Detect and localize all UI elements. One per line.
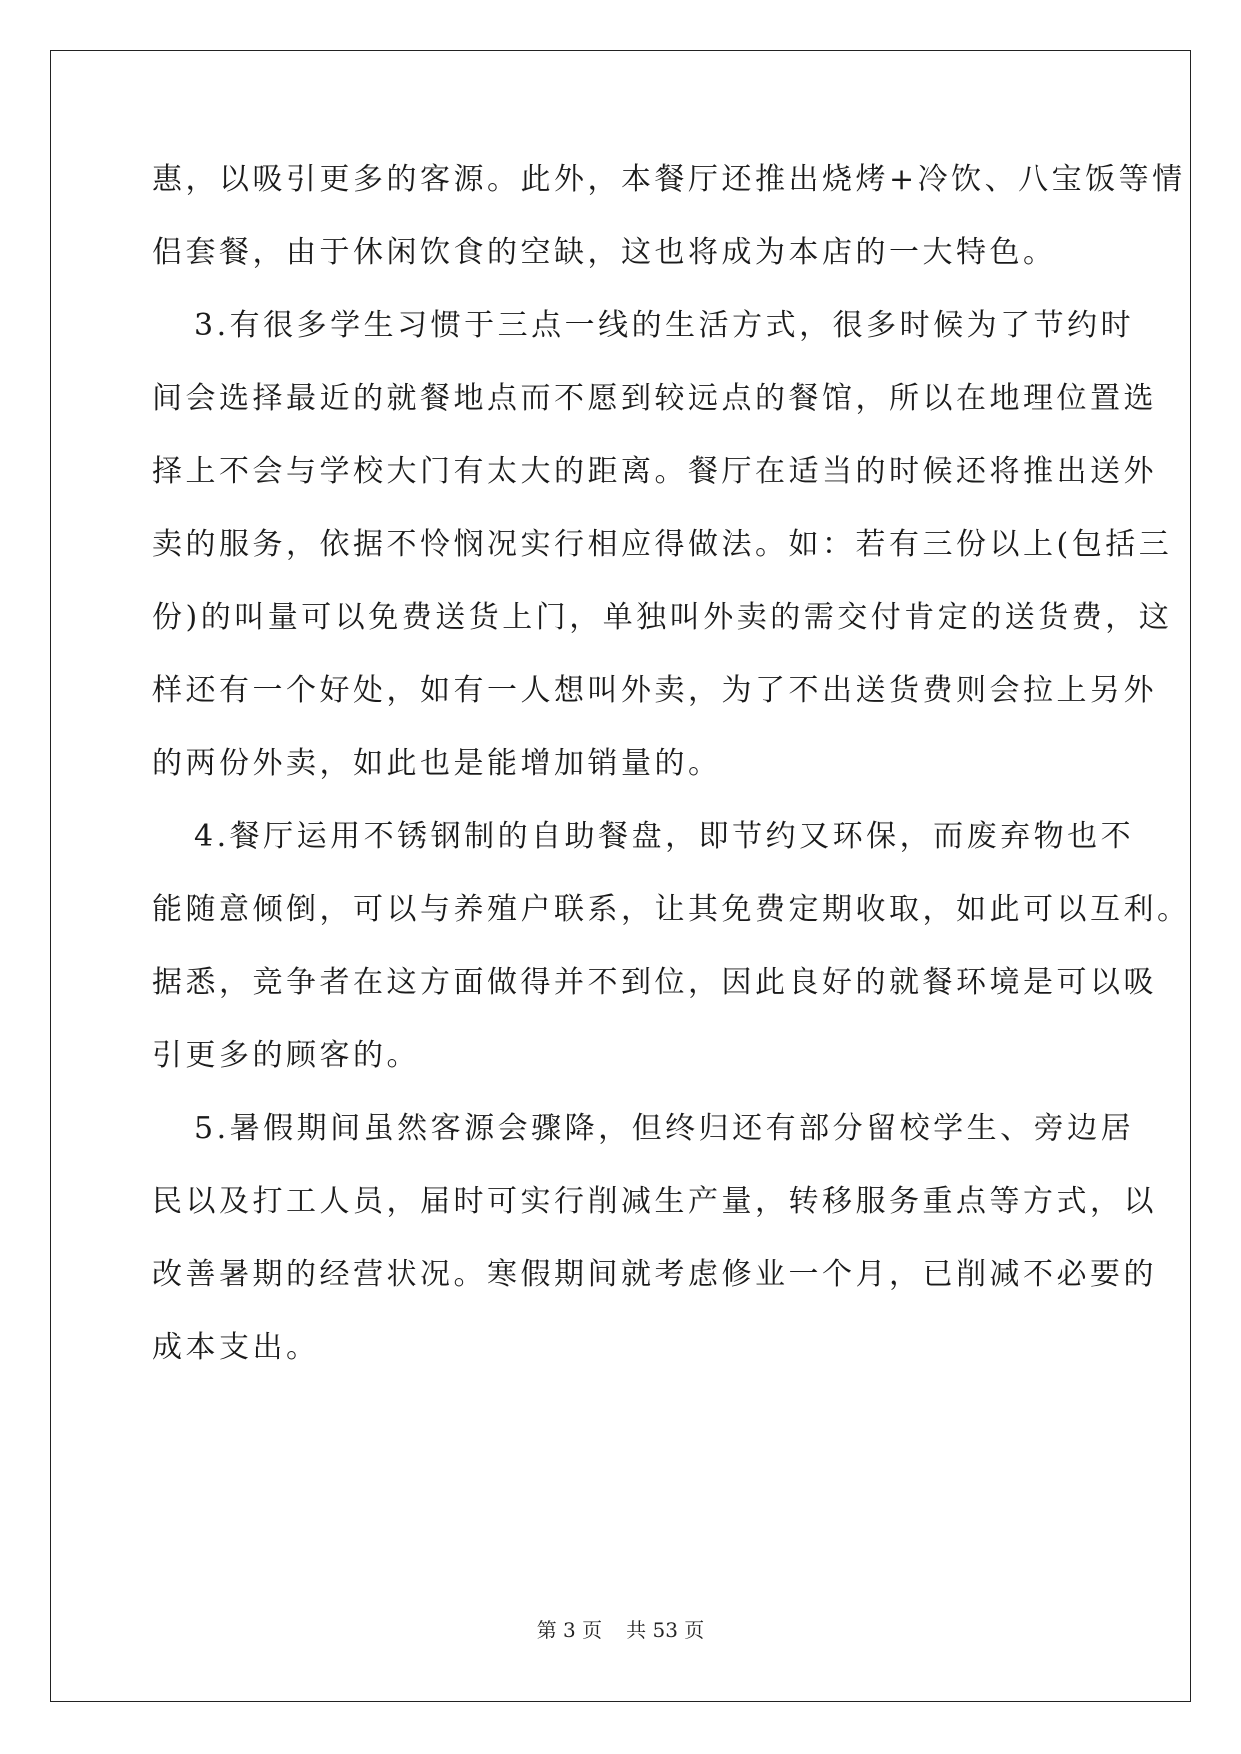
text-line: 样还有一个好处，如有一人想叫外卖，为了不出送货费则会拉上另外	[152, 673, 1157, 708]
text-line: 侣套餐，由于休闲饮食的空缺，这也将成为本店的一大特色。	[152, 235, 1057, 270]
text-line: 择上不会与学校大门有太大的距离。餐厅在适当的时候还将推出送外	[152, 454, 1157, 489]
text-line: 份)的叫量可以免费送货上门，单独叫外卖的需交付肯定的送货费，这	[152, 600, 1173, 635]
page-total: 共 53 页	[626, 1618, 705, 1642]
text-line: 改善暑期的经营状况。寒假期间就考虑修业一个月，已削减不必要的	[152, 1257, 1157, 1292]
page-footer	[0, 1617, 1241, 1643]
text-line: 惠，以吸引更多的客源。此外，本餐厅还推出烧烤+冷饮、八宝饭等情	[152, 162, 1186, 197]
text-line: 卖的服务，依据不怜悯况实行相应得做法。如：若有三份以上(包括三	[152, 527, 1173, 562]
page-border	[50, 50, 1191, 1702]
text-line: 据悉，竞争者在这方面做得并不到位，因此良好的就餐环境是可以吸	[152, 965, 1157, 1000]
text-line: 3.有很多学生习惯于三点一线的生活方式，很多时候为了节约时	[194, 308, 1135, 343]
text-line: 间会选择最近的就餐地点而不愿到较远点的餐馆，所以在地理位置选	[152, 381, 1157, 416]
text-line: 能随意倾倒，可以与养殖户联系，让其免费定期收取，如此可以互利。	[152, 892, 1191, 927]
text-line: 成本支出。	[152, 1330, 320, 1365]
page-number: 第 3 页	[536, 1618, 603, 1642]
text-line: 4.餐厅运用不锈钢制的自助餐盘，即节约又环保，而废弃物也不	[194, 819, 1135, 854]
text-line: 民以及打工人员，届时可实行削减生产量，转移服务重点等方式，以	[152, 1184, 1157, 1219]
text-line: 5.暑假期间虽然客源会骤降，但终归还有部分留校学生、旁边居	[194, 1111, 1135, 1146]
text-line: 引更多的顾客的。	[152, 1038, 420, 1073]
text-line: 的两份外卖，如此也是能增加销量的。	[152, 746, 722, 781]
